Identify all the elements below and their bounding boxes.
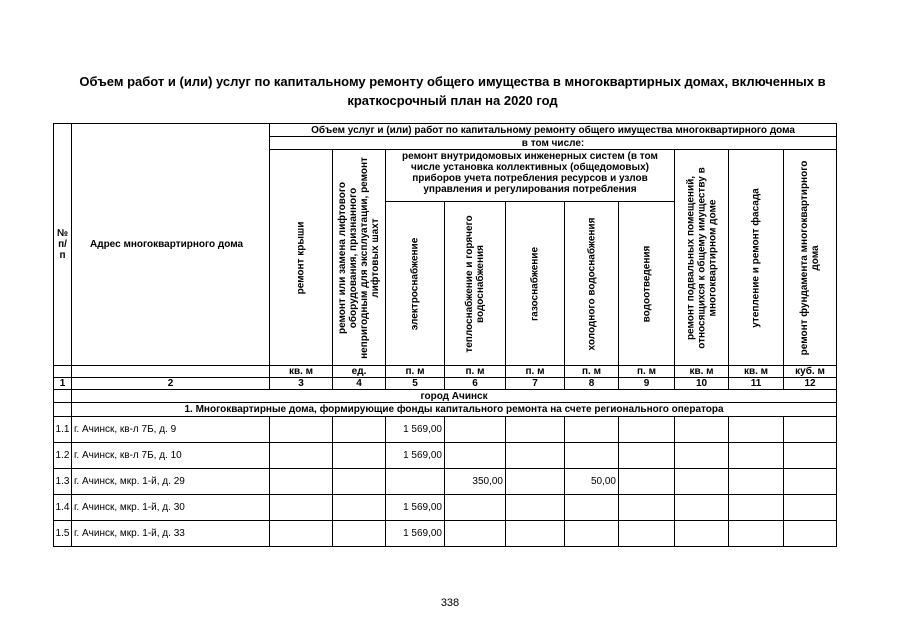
column-number: 10 bbox=[675, 378, 729, 390]
header-roof: ремонт крыши bbox=[270, 150, 333, 366]
header-elevator: ремонт или замена лифтового оборудования, признанного непригодным для эксплуатации, ремонт лифтовых шахт bbox=[333, 150, 386, 366]
capital-repair-table bbox=[53, 123, 837, 547]
value-cold-water: 50,00 bbox=[565, 469, 619, 495]
page-number: 338 bbox=[440, 597, 460, 609]
row-number: 1.4 bbox=[54, 495, 72, 521]
value-electric: 1 569,00 bbox=[386, 521, 445, 547]
column-number: 8 bbox=[565, 378, 619, 390]
header-heat: теплоснабжение и горячего водоснабжения bbox=[445, 202, 506, 366]
column-numbers-row bbox=[54, 378, 837, 390]
unit-cell: ед. bbox=[333, 366, 386, 378]
header-basement: ремонт подвальных помещений, относящихся к общему имуществу в многоквартирном доме bbox=[675, 150, 729, 366]
title-line-1: Объем работ и (или) услуг по капитальному ремонту общего имущества в многоквартирных домах, включенных в bbox=[79, 74, 826, 89]
unit-cell: кв. м bbox=[729, 366, 784, 378]
unit-cell: кв. м bbox=[270, 366, 333, 378]
column-number: 2 bbox=[72, 378, 270, 390]
table-row bbox=[54, 417, 837, 443]
value-electric bbox=[386, 469, 445, 495]
unit-cell: п. м bbox=[445, 366, 506, 378]
header-address: Адрес многоквартирного дома bbox=[72, 124, 270, 366]
table-row bbox=[54, 443, 837, 469]
header-num: № п/ п bbox=[54, 124, 72, 366]
value-electric: 1 569,00 bbox=[386, 417, 445, 443]
column-number: 12 bbox=[784, 378, 837, 390]
table-row bbox=[54, 521, 837, 547]
header-main: Объем услуг и (или) работ по капитальному ремонту общего имущества многоквартирного дома bbox=[270, 124, 837, 137]
header-cold-water: холодного водоснабжения bbox=[565, 202, 619, 366]
column-number: 5 bbox=[386, 378, 445, 390]
row-address: г. Ачинск, кв-л 7Б, д. 9 bbox=[72, 417, 270, 443]
row-address: г. Ачинск, мкр. 1-й, д. 29 bbox=[72, 469, 270, 495]
row-address: г. Ачинск, мкр. 1-й, д. 30 bbox=[72, 495, 270, 521]
title-line-2: краткосрочный план на 2020 год bbox=[347, 93, 558, 108]
row-number: 1.3 bbox=[54, 469, 72, 495]
section-row: 1. Многоквартирные дома, формирующие фонды капитального ремонта на счете регионального оператора bbox=[72, 403, 837, 417]
document-title bbox=[40, 72, 865, 110]
value-electric: 1 569,00 bbox=[386, 443, 445, 469]
value-electric: 1 569,00 bbox=[386, 495, 445, 521]
column-number: 6 bbox=[445, 378, 506, 390]
column-number: 7 bbox=[506, 378, 565, 390]
unit-cell: п. м bbox=[565, 366, 619, 378]
value-heat: 350,00 bbox=[445, 469, 506, 495]
row-address: г. Ачинск, мкр. 1-й, д. 33 bbox=[72, 521, 270, 547]
header-facade: утепление и ремонт фасада bbox=[729, 150, 784, 366]
unit-cell: куб. м bbox=[784, 366, 837, 378]
column-number: 3 bbox=[270, 378, 333, 390]
row-number: 1.1 bbox=[54, 417, 72, 443]
header-electric: электроснабжение bbox=[386, 202, 445, 366]
column-number: 11 bbox=[729, 378, 784, 390]
row-number: 1.5 bbox=[54, 521, 72, 547]
header-including: в том числе: bbox=[270, 137, 837, 150]
unit-cell: п. м bbox=[386, 366, 445, 378]
column-number: 1 bbox=[54, 378, 72, 390]
units-row bbox=[54, 366, 837, 378]
table-row bbox=[54, 495, 837, 521]
row-number: 1.2 bbox=[54, 443, 72, 469]
header-foundation: ремонт фундамента многоквартирного дома bbox=[784, 150, 837, 366]
header-gas: газоснабжение bbox=[506, 202, 565, 366]
unit-cell: п. м bbox=[506, 366, 565, 378]
column-number: 4 bbox=[333, 378, 386, 390]
unit-cell: п. м bbox=[619, 366, 675, 378]
row-address: г. Ачинск, кв-л 7Б, д. 10 bbox=[72, 443, 270, 469]
city-row: город Ачинск bbox=[72, 390, 837, 403]
header-sewer: водоотведения bbox=[619, 202, 675, 366]
header-engineering-systems: ремонт внутридомовых инженерных систем (в том числе установка коллективных (общедомовых) приборов учета потребления ресурсов и узлов управления и регулирования потребления bbox=[386, 150, 675, 202]
table-row bbox=[54, 469, 837, 495]
column-number: 9 bbox=[619, 378, 675, 390]
unit-cell: кв. м bbox=[675, 366, 729, 378]
